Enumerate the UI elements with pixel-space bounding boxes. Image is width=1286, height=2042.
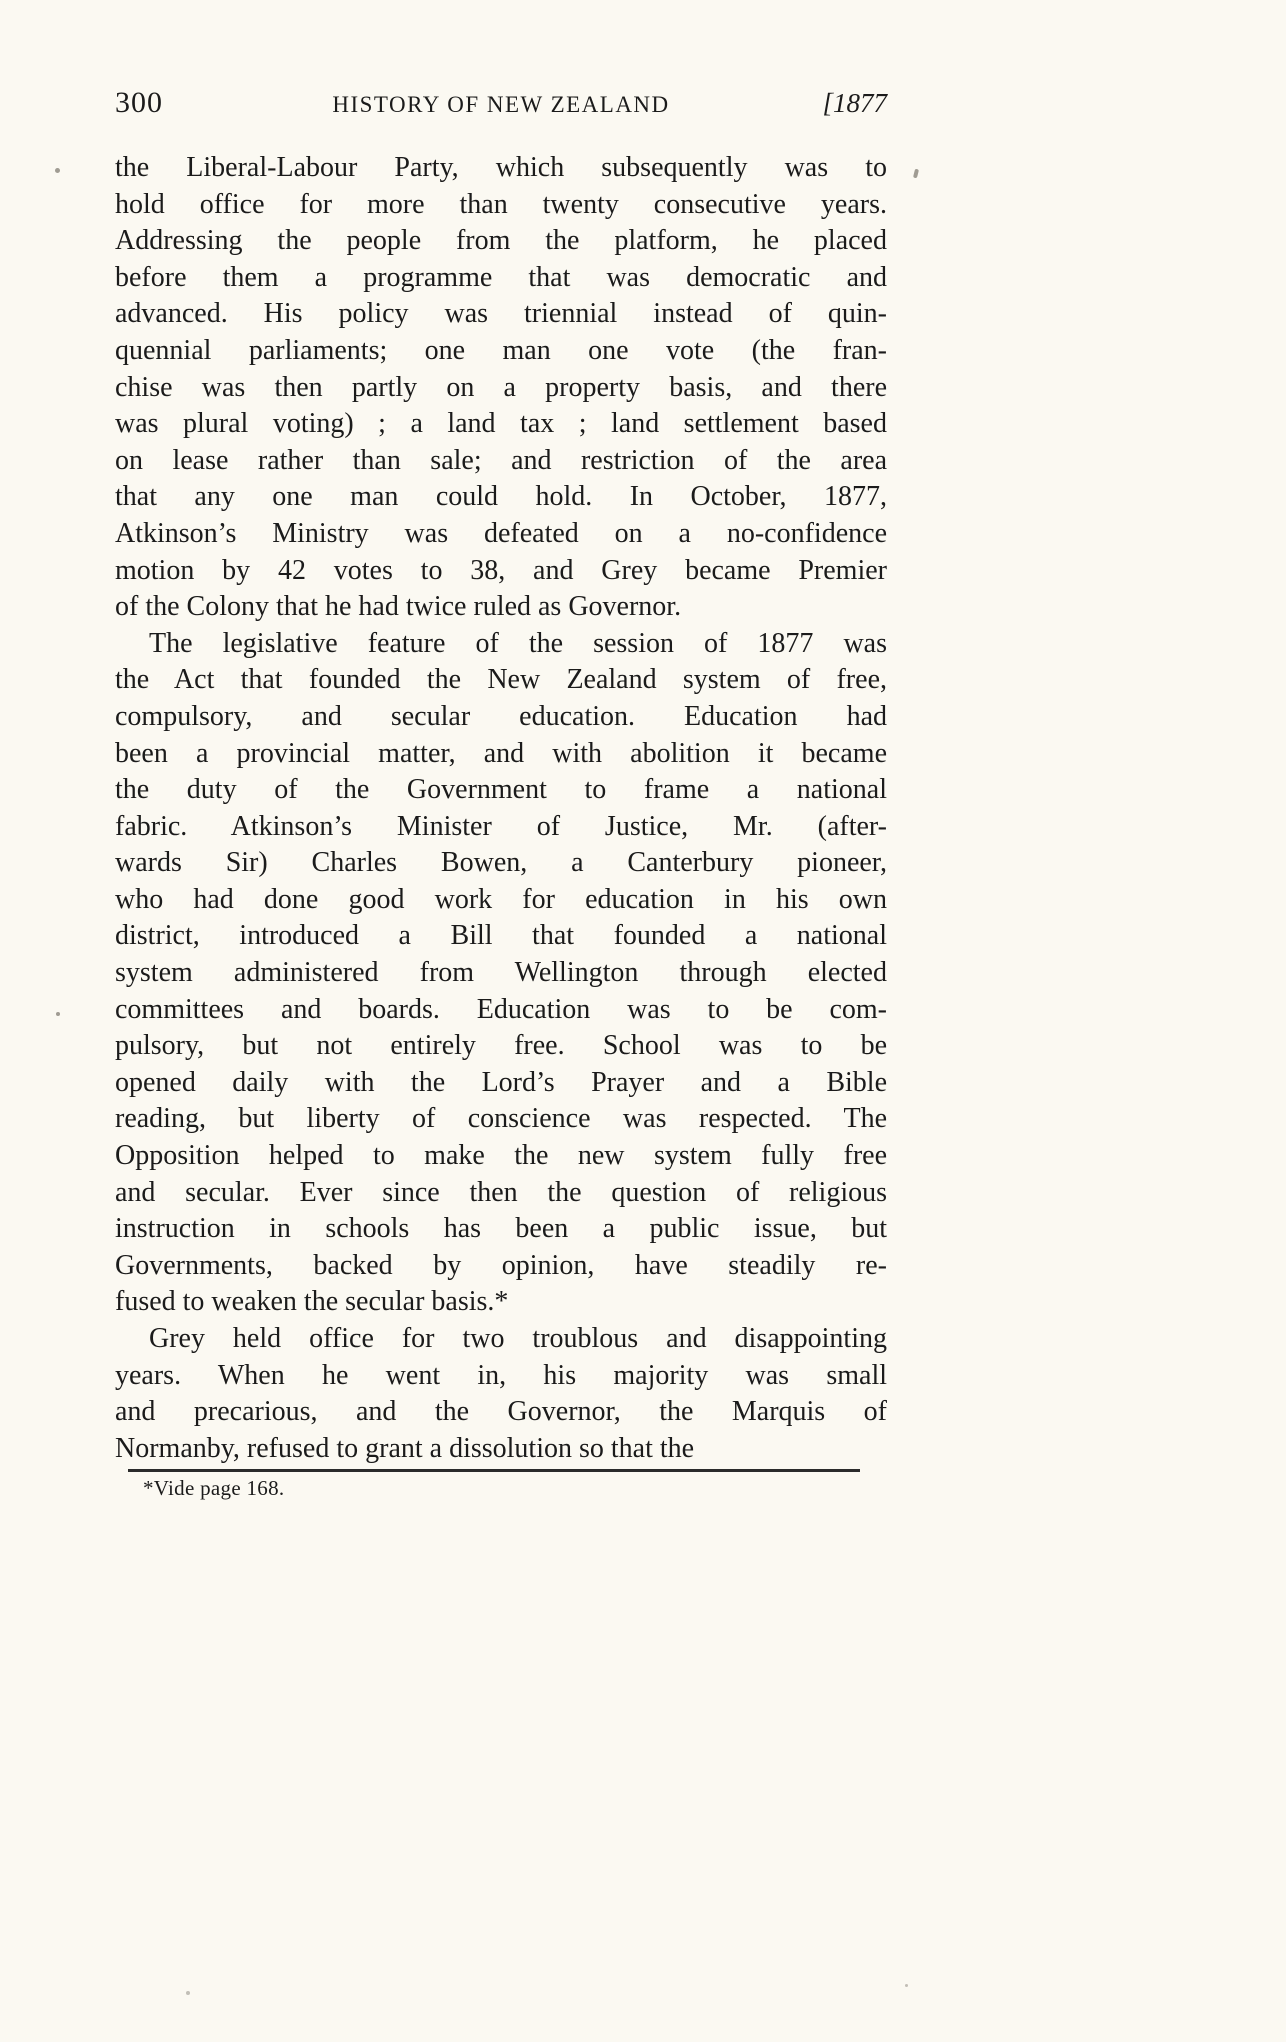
text-line: was plural voting) ; a land tax ; land settlement based	[115, 408, 887, 440]
text-line: fused to weaken the secular basis.*	[115, 1286, 509, 1318]
footnote-area	[115, 1469, 887, 1501]
page-header	[115, 86, 887, 124]
footnote-text: *Vide page 168.	[143, 1476, 285, 1501]
text-line: Grey held office for two troublous and disappointing	[149, 1323, 887, 1354]
text-line: pulsory, but not entirely free. School was to be	[115, 1030, 887, 1062]
text-line: Addressing the people from the platform, he placed	[115, 225, 887, 257]
text-line: hold office for more than twenty consecutive years.	[115, 188, 887, 220]
text-line: and secular. Ever since then the question of religious	[115, 1176, 887, 1208]
text-line: years. When he went in, his majority was small	[115, 1359, 887, 1391]
text-line: the duty of the Government to frame a national	[115, 774, 887, 806]
running-title: HISTORY OF NEW ZEALAND	[332, 92, 670, 117]
text-line: quennial parliaments; one man one vote (the fran-	[115, 334, 887, 366]
scan-artifact	[55, 168, 60, 173]
text-line: advanced. His policy was triennial instead of quin-	[115, 298, 887, 330]
text-line: Governments, backed by opinion, have steadily re-	[115, 1249, 887, 1281]
text-line: The legislative feature of the session of 1877 was	[149, 627, 887, 659]
scan-artifact	[186, 1991, 190, 1995]
page-number: 300	[115, 86, 163, 119]
text-line: wards Sir) Charles Bowen, a Canterbury pioneer,	[115, 847, 887, 879]
text-line: opened daily with the Lord’s Prayer and a Bible	[115, 1066, 887, 1098]
footnote-rule	[128, 1469, 860, 1472]
text-line: district, introduced a Bill that founded a national	[115, 920, 887, 952]
text-line: been a provincial matter, and with abolition it became	[115, 737, 887, 769]
text-line: committees and boards. Education was to be com-	[115, 993, 887, 1025]
scan-artifact	[905, 1984, 908, 1987]
text-line: fabric. Atkinson’s Minister of Justice, Mr. (after-	[115, 810, 887, 842]
text-line: before them a programme that was democratic and	[115, 261, 887, 293]
body-text	[115, 150, 887, 1467]
text-line: Atkinson’s Ministry was defeated on a no-confidence	[115, 517, 887, 549]
text-line: compulsory, and secular education. Education had	[115, 700, 887, 732]
page-content	[115, 86, 887, 1501]
text-line: of the Colony that he had twice ruled as Governor.	[115, 591, 682, 623]
text-line: who had done good work for education in his own	[115, 883, 887, 915]
text-line: on lease rather than sale; and restriction of the area	[115, 444, 887, 476]
text-line: and precarious, and the Governor, the Marquis of	[115, 1396, 887, 1428]
text-line: the Liberal-Labour Party, which subsequently was to	[115, 152, 887, 183]
text-line: the Act that founded the New Zealand system of free,	[115, 664, 887, 696]
scan-artifact	[913, 169, 919, 179]
text-line: instruction in schools has been a public issue, but	[115, 1213, 887, 1245]
text-line: Opposition helped to make the new system fully free	[115, 1140, 887, 1172]
text-line: chise was then partly on a property basis, and there	[115, 371, 887, 403]
text-line: that any one man could hold. In October, 1877,	[115, 481, 887, 513]
text-line: system administered from Wellington through elected	[115, 957, 887, 989]
text-line: Normanby, refused to grant a dissolution so that the	[115, 1432, 695, 1464]
text-line: reading, but liberty of conscience was respected. The	[115, 1103, 887, 1135]
date-marker: [1877	[822, 88, 887, 118]
scan-artifact	[56, 1012, 60, 1016]
text-line: motion by 42 votes to 38, and Grey became Premier	[115, 554, 887, 586]
